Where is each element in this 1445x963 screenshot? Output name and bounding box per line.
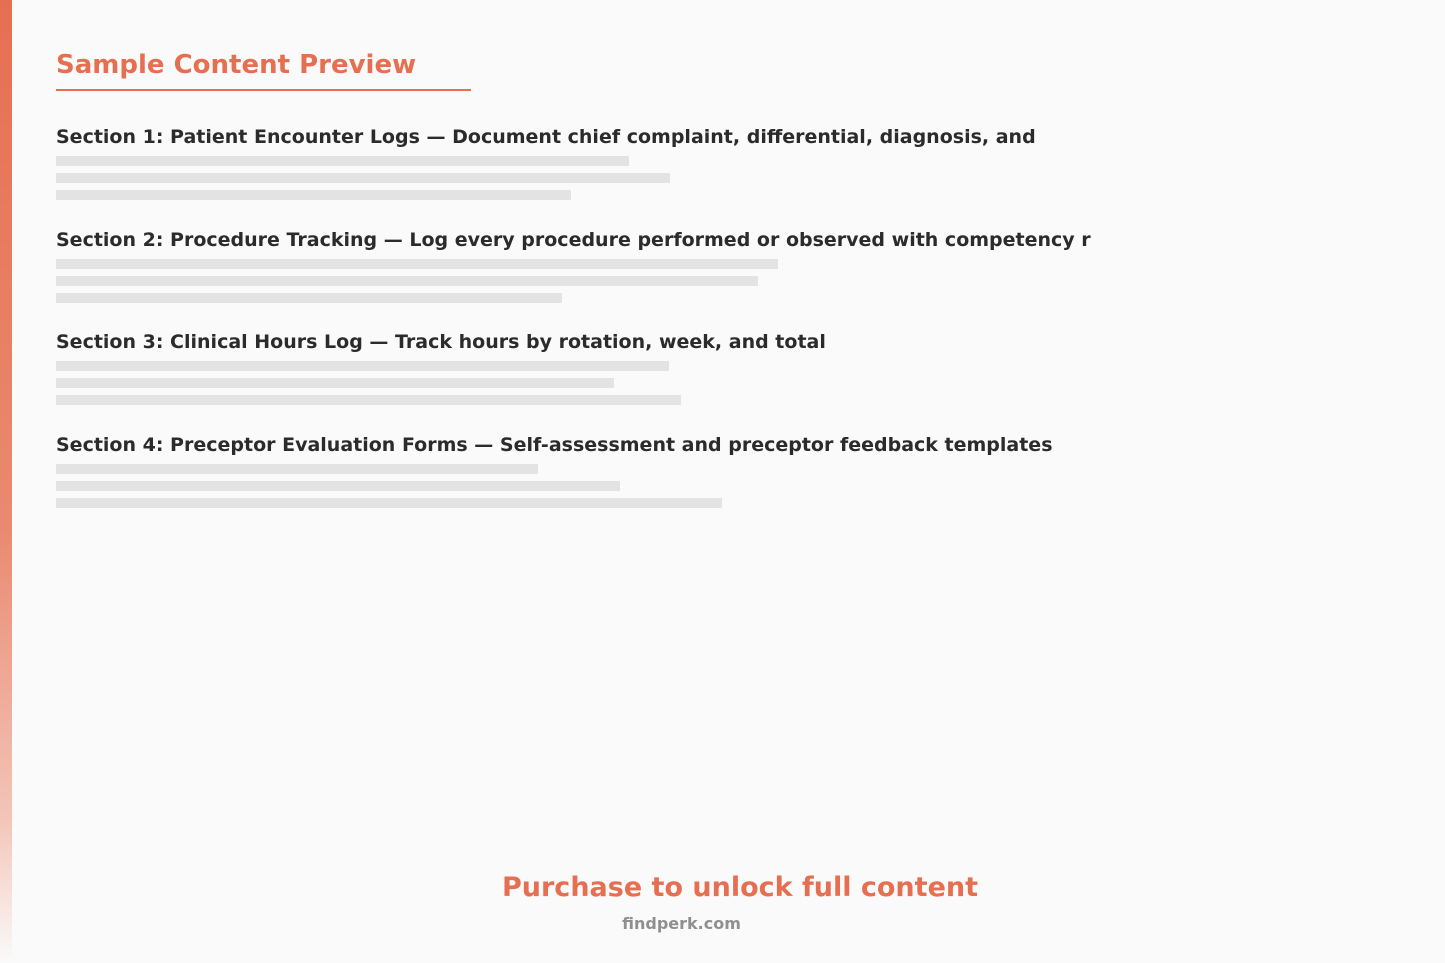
section-4 (56, 433, 1053, 508)
section-heading: Section 2: Procedure Tracking — Log every procedure performed or observed with competency r (56, 229, 1091, 251)
section-heading: Section 1: Patient Encounter Logs — Document chief complaint, differential, diagnosis, and (56, 126, 1036, 148)
section-1 (56, 125, 1036, 200)
section-3 (56, 330, 826, 405)
blurred-text-line (56, 481, 620, 491)
blurred-text-line (56, 293, 562, 303)
blurred-text-line (56, 173, 670, 183)
unlock-cta-text[interactable]: Purchase to unlock full content (501, 872, 979, 903)
preview-title: Sample Content Preview (56, 50, 417, 80)
blurred-text-line (56, 378, 614, 388)
blurred-text-line (56, 156, 629, 166)
section-heading: Section 3: Clinical Hours Log — Track hours by rotation, week, and total (56, 331, 826, 353)
blurred-text-line (56, 395, 681, 405)
site-domain: findperk.com (622, 914, 741, 933)
blurred-text-line (56, 259, 778, 269)
blurred-text-line (56, 361, 669, 371)
blurred-text-line (56, 190, 571, 200)
blurred-text-line (56, 464, 538, 474)
blurred-text-line (56, 498, 722, 508)
blurred-text-line (56, 276, 758, 286)
left-accent-bar (0, 0, 12, 963)
section-2 (56, 228, 1091, 303)
title-underline (56, 89, 471, 91)
section-heading: Section 4: Preceptor Evaluation Forms — Self-assessment and preceptor feedback templates (56, 434, 1053, 456)
